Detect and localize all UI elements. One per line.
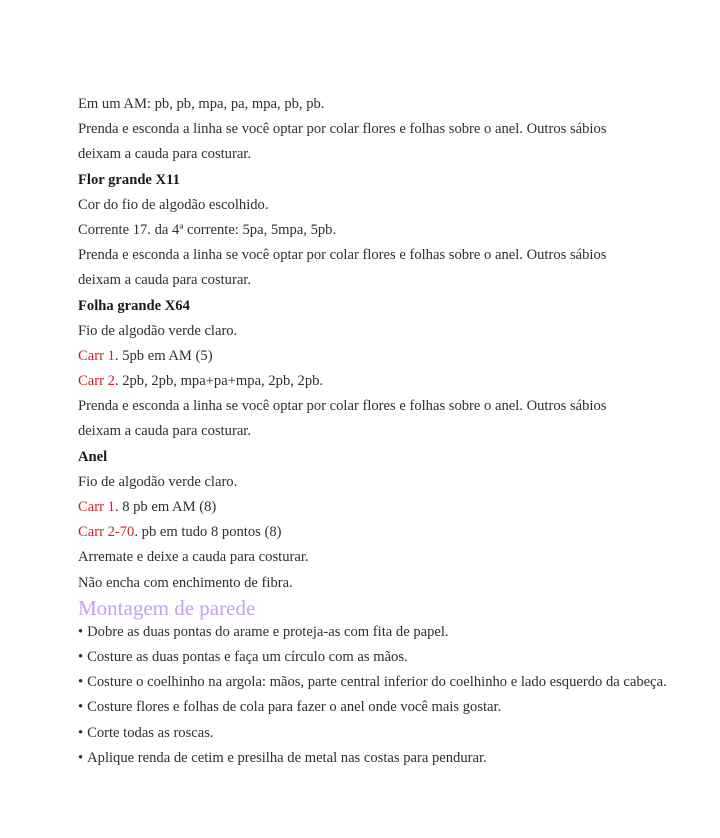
row-label: Carr 1 <box>78 347 115 364</box>
row-text: . 8 pb em AM (8) <box>114 499 217 515</box>
montagem-step <box>78 620 678 645</box>
row-label: Carr 2-70 <box>78 524 135 541</box>
anel-finish: Não encha com enchimento de fibra. <box>78 574 293 591</box>
pattern-row <box>78 369 678 394</box>
folha-grande-note: Prenda e esconda a linha se você optar por colar flores e folhas sobre o anel. Outros sábios <box>78 398 607 415</box>
folha-grande-yarn: Fio de algodão verde claro. <box>78 322 238 339</box>
intro-line: deixam a cauda para costurar. <box>78 146 252 163</box>
bullet-icon: • <box>78 648 84 665</box>
anel-yarn: Fio de algodão verde claro. <box>78 473 238 490</box>
anel-finish: Arremate e deixe a cauda para costurar. <box>78 549 309 566</box>
heading-flor-grande: Flor grande X11 <box>78 171 180 188</box>
bullet-icon: • <box>78 749 84 766</box>
row-text: . pb em tudo 8 pontos (8) <box>134 524 282 541</box>
montagem-step <box>78 670 668 695</box>
flor-grande-line: Cor do fio de algodão escolhido. <box>78 196 269 213</box>
step-text: Aplique renda de cetim e presilha de metal nas costas para pendurar. <box>87 749 487 766</box>
document-page <box>78 92 678 771</box>
flor-grande-line: Corrente 17. da 4ª corrente: 5pa, 5mpa, 5pb. <box>78 221 337 238</box>
heading-anel: Anel <box>78 448 108 465</box>
step-text: Dobre as duas pontas do arame e proteja-as com fita de papel. <box>87 623 449 640</box>
pattern-row <box>78 520 678 545</box>
row-label: Carr 1 <box>78 499 115 515</box>
step-text: Corte todas as roscas. <box>87 724 214 741</box>
step-text: Costure flores e folhas de cola para fazer o anel onde você mais gostar. <box>87 699 502 716</box>
bullet-icon: • <box>78 623 84 640</box>
folha-grande-note: deixam a cauda para costurar. <box>78 423 252 440</box>
pattern-row <box>78 495 678 520</box>
montagem-step <box>78 695 678 720</box>
row-text: . 2pb, 2pb, mpa+pa+mpa, 2pb, 2pb. <box>114 373 324 390</box>
row-label: Carr 2 <box>78 373 115 390</box>
section-title-montagem: Montagem de parede <box>78 595 256 620</box>
montagem-step <box>78 746 678 771</box>
montagem-step <box>78 721 678 746</box>
bullet-icon: • <box>78 724 84 741</box>
intro-line: Em um AM: pb, pb, mpa, pa, mpa, pb, pb. <box>78 96 325 112</box>
flor-grande-line: Prenda e esconda a linha se você optar por colar flores e folhas sobre o anel. Outros sábios <box>78 247 607 264</box>
intro-line: Prenda e esconda a linha se você optar por colar flores e folhas sobre o anel. Outros sábios <box>78 121 607 138</box>
step-text: Costure as duas pontas e faça um círculo com as mãos. <box>87 648 408 665</box>
bullet-icon: • <box>78 699 84 716</box>
flor-grande-line: deixam a cauda para costurar. <box>78 272 252 289</box>
pattern-row <box>78 344 678 369</box>
montagem-step <box>78 645 678 670</box>
step-text: Costure o coelhinho na argola: mãos, parte central inferior do coelhinho e lado esquerdo da cabeça. <box>87 674 667 691</box>
row-text: . 5pb em AM (5) <box>114 347 213 364</box>
heading-folha-grande: Folha grande X64 <box>78 297 190 314</box>
bullet-icon: • <box>78 674 84 691</box>
